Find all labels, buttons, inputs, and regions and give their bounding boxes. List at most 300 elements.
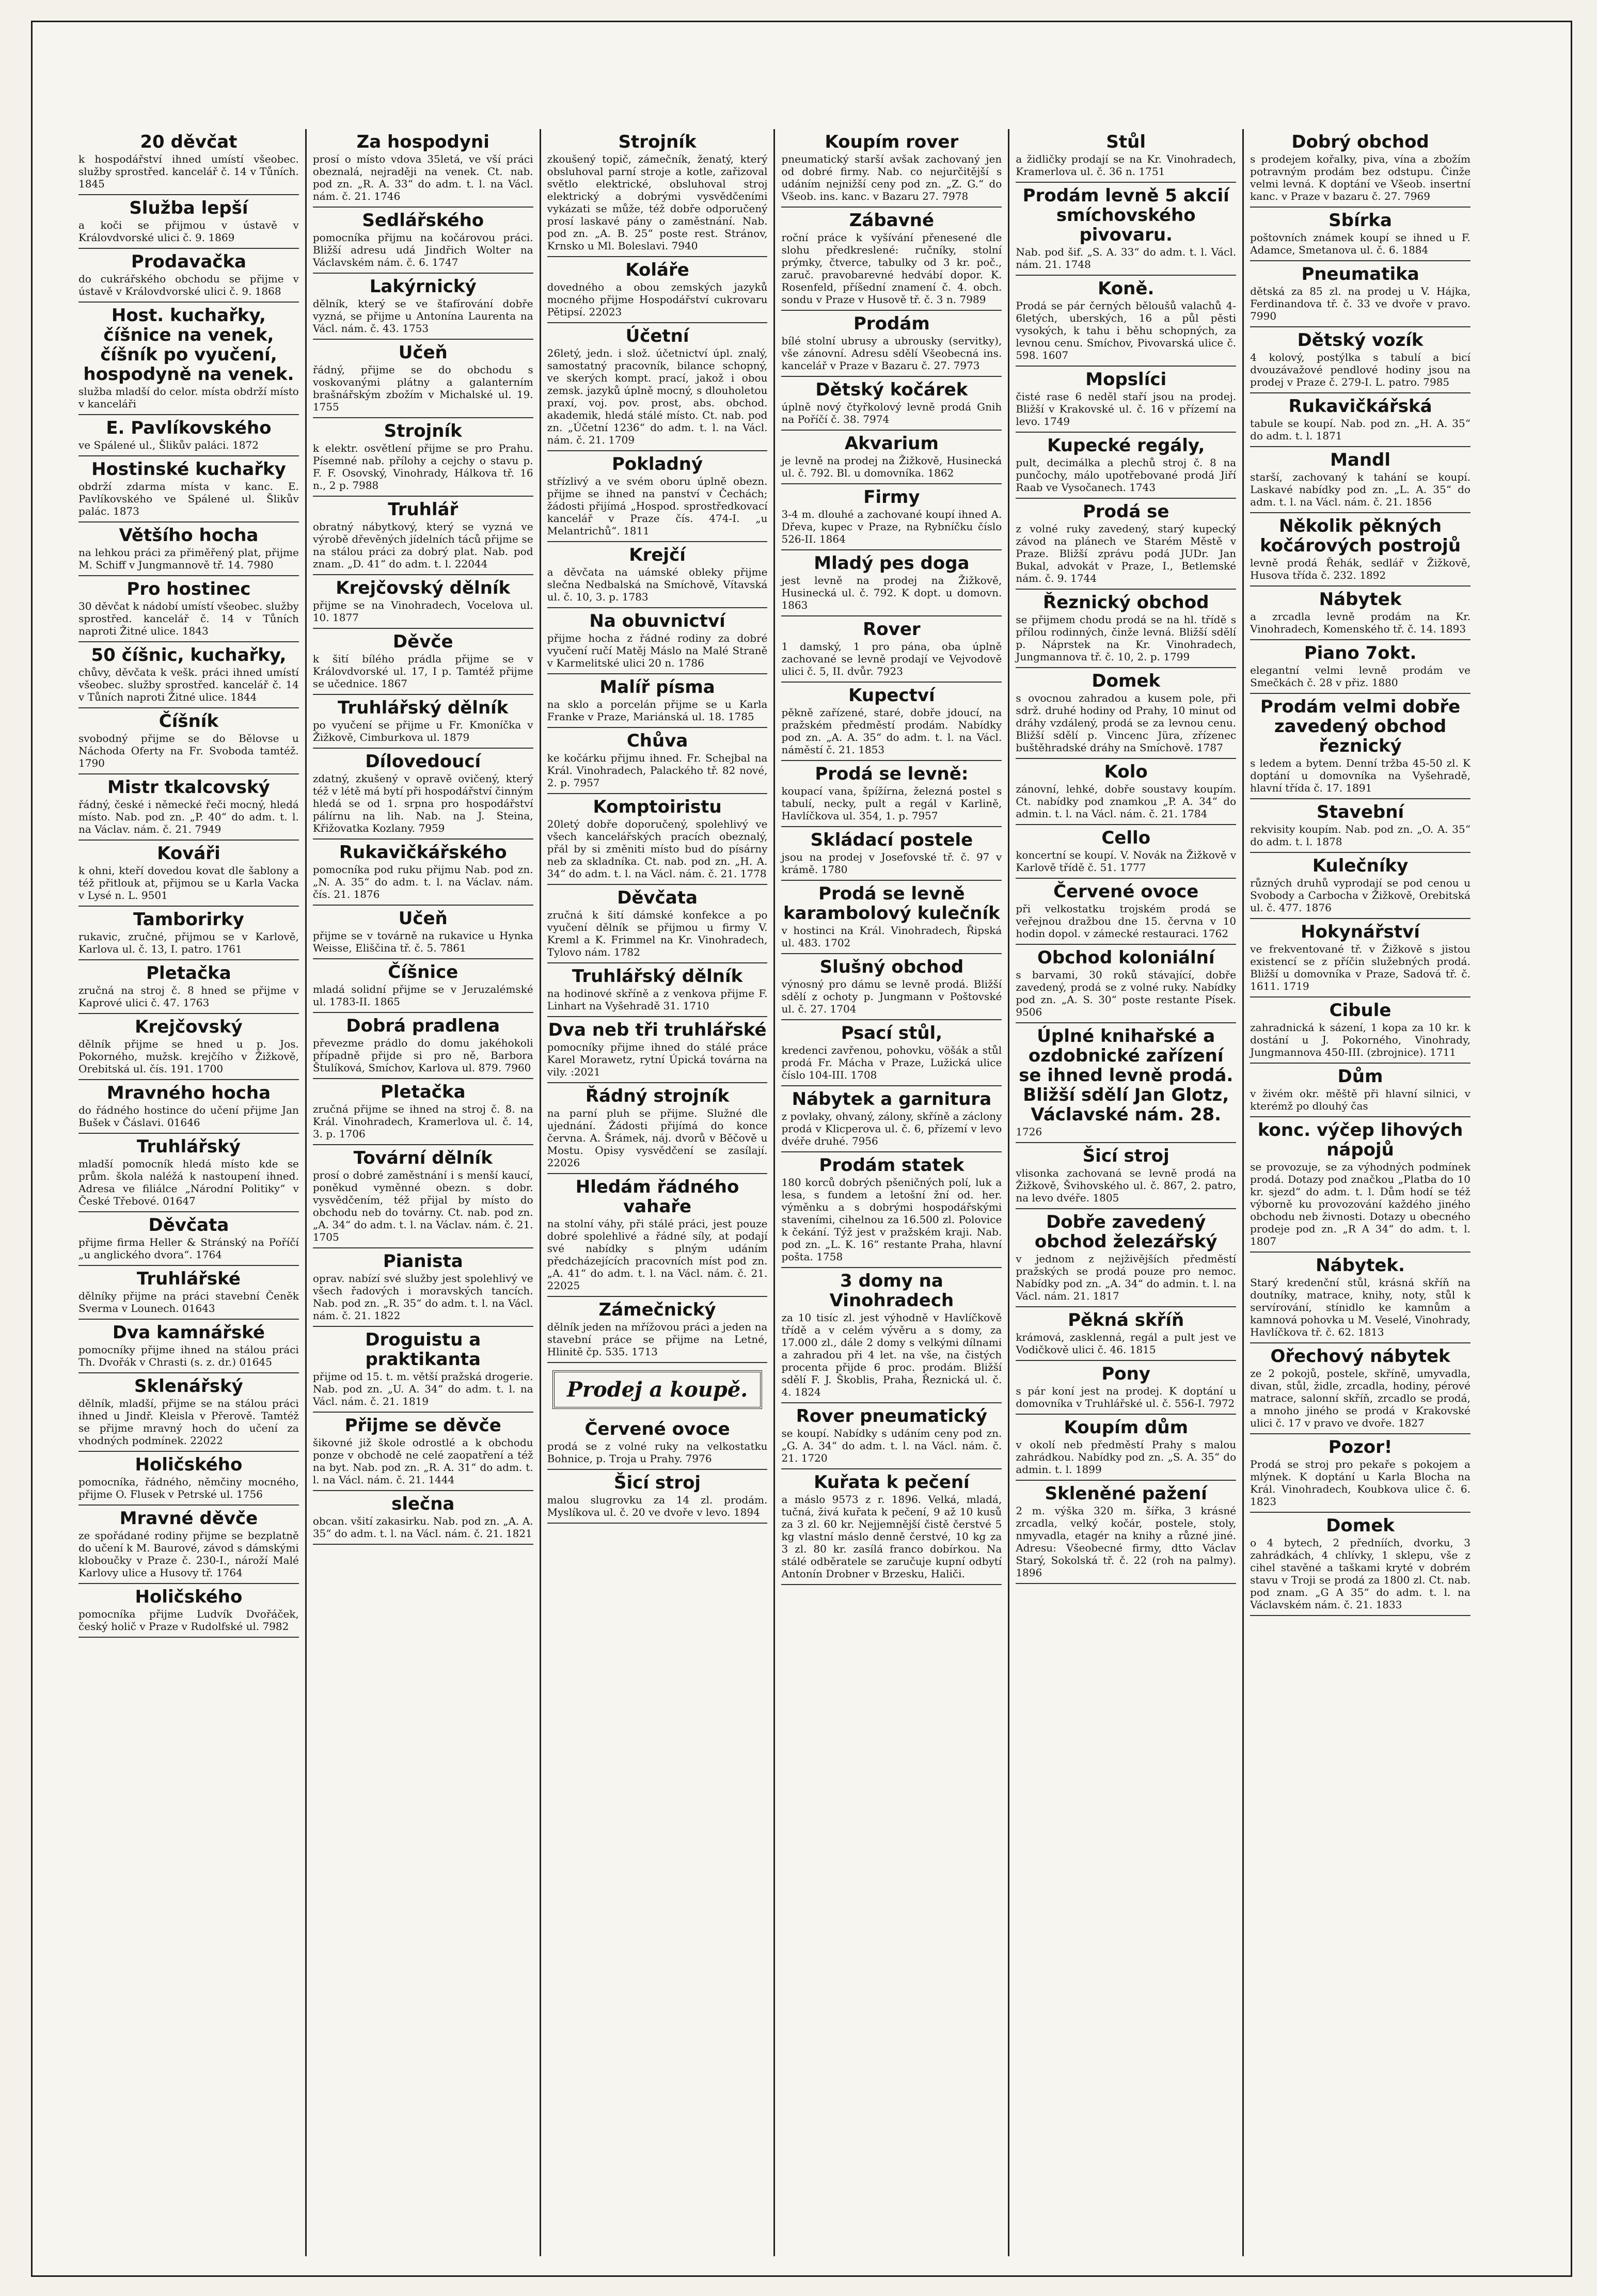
ad-body: mladá solidní přijme se v Jeruzalémské ul. 1783-II. 1865	[312, 983, 533, 1008]
classified-ad	[1016, 183, 1236, 276]
classified-ad	[78, 1373, 299, 1452]
classified-ad	[78, 907, 299, 960]
classified-ad	[547, 451, 768, 542]
ad-body: výnosný pro dámu se levně prodá. Bližší sdělí z ochoty p. Jungmann v Poštovské ul. č. 27. 1704	[781, 978, 1002, 1015]
classified-ad	[547, 608, 768, 674]
ad-body: 4 kolový, postýlka s tabulí a bicí dvouzávažové pendlové hodiny jsou na prodej v Praze č. 279-I. L. patro. 7985	[1250, 351, 1470, 388]
ad-body: dětská za 85 zl. na prodej u V. Hájka, Ferdinandova tř. č. 33 ve dvoře v pravo. 7990	[1250, 285, 1470, 322]
ad-title: Prodá se levně:	[815, 764, 969, 784]
ad-title: Piano 7okt.	[1304, 643, 1417, 663]
classified-ad	[313, 575, 533, 629]
ad-title: Truhlářský	[136, 1136, 241, 1157]
ad-body: šikovné již škole odrostlé a k obchodu ponze v obchodě ne celé zaopatření a též na byt. Nab. pod zn. „R. A. 31“ do adm. t. l. na Václ. nám. č. 21. 1444	[312, 1436, 533, 1486]
ad-body: pomocníky přijme ihned do stálé práce Karel Morawetz, rytní Úpická továrna na vily. :2021	[547, 1041, 768, 1078]
ad-title: Červené ovoce	[1053, 881, 1199, 902]
classified-ad	[313, 1145, 533, 1248]
ad-body: zručná k šití dámské konfekce a po vyučení dělník se přijmou u firmy V. Kreml a K. Frimmel na Kr. Vinohradech, Tylovo nám. 1782	[547, 909, 768, 958]
ad-title: Strojník	[618, 132, 697, 152]
ad-title: Pro hostinec	[127, 579, 251, 599]
ad-body: služba mladší do celor. místa obdrží místo v kanceláři	[78, 385, 299, 410]
column-1	[72, 129, 305, 2256]
ad-body: dělník, který se ve štafírování dobře vyzná, se přijme u Antonína Laurenta na Václ. nám. č. 43. 1753	[312, 297, 533, 335]
ad-body: s barvami, 30 roků stávající, dobře zavedený, prodá se z volné ruky. Nabídky pod zn. „A. S. 30“ poste restante Písek. 9506	[1016, 969, 1237, 1018]
ad-body: k hospodářství ihned umístí všeobec. služby sprostřed. kancelář č. 14 v Tůních. 1845	[78, 153, 299, 190]
ad-body: za 10 tisíc zl. jest výhodně v Havlíčkově třídě a v celém vývěru a s domy, za 17.000 zl., dále 2 domy s velkými dílnami a zahradou při 4 let. na vše, na čistých procenta přijde 6 proc. prodám. Bližší sdělí F. J. Škoblis, Praha, Řeznická ul. č. 4. 1824	[781, 1311, 1002, 1398]
ad-body: zánovní, lehké, dobře soustavy koupím. Ct. nabídky pod znamkou „P. A. 34“ do admin. t. l. na Václ. nám. č. 21. 1784	[1016, 783, 1237, 820]
classified-ad	[313, 1327, 533, 1413]
ad-title: Pneumatika	[1301, 264, 1419, 284]
classified-ad	[781, 377, 1002, 431]
ad-title: Děvčata	[617, 888, 698, 908]
ad-body: v hostinci na Král. Vinohradech, Řipská ul. 483. 1702	[781, 924, 1002, 949]
ad-title: slečna	[391, 1494, 455, 1514]
classified-ad	[1016, 1307, 1236, 1361]
classified-ad	[1250, 640, 1470, 694]
column-6	[1242, 129, 1477, 2256]
ad-body: 1726	[1016, 1126, 1042, 1138]
ad-title: Firmy	[863, 487, 920, 508]
classified-ad	[781, 1268, 1002, 1403]
classified-ad	[1016, 129, 1236, 183]
classified-ad	[1250, 1253, 1470, 1343]
ad-body: Nab. pod šif. „S. A. 33“ do adm. t. l. Václ. nám. 21. 1748	[1016, 246, 1237, 271]
classified-ad	[313, 418, 533, 497]
ad-title: Účetní	[625, 326, 689, 346]
classified-ad	[313, 340, 533, 418]
ad-body: zkoušený topič, zámečník, ženatý, který obsluhoval parní stroje a kotle, zařizoval světlo elektrické, obsluhoval stroj elektrický a dobrými vysvědčeními vykázati se může, též dobře odporučený prosí laskavé pány o zaměstnání. Nab. pod zn. „A. B. 25“ poste rest. Stránov, Krnsko u Ml. Boleslavi. 7940	[547, 153, 768, 252]
ad-body: se přijmem chodu prodá se na hl. třídě s přílou rodinných, činže levná. Bližší sdělí p. Náprstek na Kr. Vinohradech, Jungmannova tř. č. 10, 2. p. 1799	[1016, 613, 1237, 663]
ad-body: levně prodá Řehák, sedlář v Žižkově, Husova třída č. 232. 1892	[1250, 557, 1470, 581]
ad-body: obcan. všití zakasirku. Nab. pod zn. „A. A. 35“ do adm. t. l. na Václ. nám. č. 21. 1821	[312, 1515, 533, 1540]
classified-ad	[1250, 261, 1470, 327]
ad-title: Děvčata	[148, 1215, 229, 1236]
ad-title: Za hospodyni	[356, 132, 489, 152]
ad-body: a zrcadla levně prodám na Kr. Vinohradech, Komenského tř. č. 14. 1893	[1250, 610, 1470, 635]
ad-title: Služba lepší	[129, 198, 248, 218]
ad-title: Ořechový nábytek	[1270, 1346, 1450, 1367]
ad-title: Skládací postele	[810, 830, 973, 850]
ad-body: na stolní váhy, při stálé práci, jest pouze dobré spolehlivé a řádné síly, at podají své nabídky s plným udáním předcházejících pracovních míst pod zn. „A. 41“ do adm. t. l. na Václ. nám. č. 21. 22025	[547, 1217, 768, 1292]
ad-title: E. Pavlíkovského	[106, 418, 272, 438]
ad-title: Tamborirky	[133, 909, 244, 930]
ad-body: dělník přijme se hned u p. Jos. Pokorného, mužsk. krejčího v Žižkově, Orebitská ul. čís. 191. 1700	[78, 1038, 299, 1075]
ad-title: Rukavičkářského	[339, 842, 507, 863]
classified-ad	[1250, 799, 1470, 853]
ad-title: Cibule	[1329, 1000, 1392, 1021]
ad-body: svobodný přijme se do Bělovse u Náchoda Oferty na Fr. Svoboda tamtéž. 1790	[78, 732, 299, 769]
ad-title: Rover	[863, 619, 921, 640]
classified-ad	[1016, 1023, 1236, 1143]
ad-body: 2 m. výška 320 m. šířka, 3 krásné zrcadla, velký kočár, postele, stoly, nmyvadla, etagér na knihy a různé jiné. Adresu: Všeobecné firmy, dtto Václav Starý, Sokolská tř. č. 22 (roh na palmy). 1896	[1016, 1505, 1237, 1579]
ad-body: k šití bílého prádla přijme se v Královdvorské ul. 17, I p. Tamtéž přijme se učednice. 1867	[312, 653, 533, 690]
ad-title: Domek	[1326, 1515, 1395, 1536]
ad-body: 30 děvčat k nádobí umístí všeobec. služby sprostřed. kancelář č. 14 v Tůních naproti Žitné ulice. 1843	[78, 600, 299, 637]
ad-title: Cello	[1101, 828, 1151, 848]
ad-title: Učeň	[398, 908, 448, 929]
ad-body: 26letý, jedn. i slož. účetnictví úpl. znalý, samostatný pracovník, bilance schopný, ve skerých kompt. prací, jakož i obou zemsk. jazyků úplně mocný, s dlouholetou praxí, voj. pov. prost, abs. obchod. akademik, hledá stálé místo. Ct. nab. pod zn. „Účetní 1236“ do adm. t. l. na Václ. nám. č. 21. 1709	[547, 347, 768, 446]
ad-title: Kováři	[157, 843, 220, 864]
ad-body: ke kočárku přijmu ihned. Fr. Schejbal na Král. Vinohradech, Palackého tř. 82 nové, 2. p. 7957	[547, 752, 768, 789]
ad-body: je levně na prodej na Žižkově, Husinecká ul. č. 792. Bl. u domovníka. 1862	[781, 454, 1002, 479]
classified-ad	[313, 129, 533, 208]
classified-ad	[1250, 513, 1470, 587]
classified-ad	[1250, 587, 1470, 640]
classified-ad	[1016, 879, 1236, 945]
ad-body: malou slugrovku za 14 zl. prodám. Myslíkova ul. č. 20 ve dvoře v levo. 1894	[547, 1494, 768, 1518]
classified-ad	[781, 1086, 1002, 1152]
ad-body: do řádného hostince do učení přijme Jan Bušek v Čáslavi. 01646	[78, 1104, 299, 1129]
ad-title: Většího hocha	[119, 525, 259, 546]
ad-title: Holičského	[135, 1454, 243, 1475]
classified-ad	[1250, 853, 1470, 919]
classified-ad	[1016, 759, 1236, 825]
ad-title: Host. kuchařky, číšnice na venek, číšník po vyučení, hospodyně na venek.	[83, 305, 294, 385]
ad-body: prodá se z volné ruky na velkostatku Bohnice, p. Troja u Prahy. 7976	[547, 1440, 768, 1465]
classified-ad	[78, 841, 299, 907]
ad-body: s prodejem kořalky, piva, vína a zbožím potravným prodám bez odstupu. Činže velmi levná. K doptání ve Všeob. insertní kanc. v Praze v bazaru č. 27. 7969	[1250, 153, 1470, 202]
classified-ad	[78, 1266, 299, 1320]
column-3	[540, 129, 774, 2256]
ad-title: Pěkná skříň	[1068, 1310, 1184, 1331]
ad-title: Malíř písma	[599, 677, 715, 698]
classified-ad	[78, 774, 299, 841]
ad-body: v okolí neb předměstí Prahy s malou zahrádkou. Nabídky pod zn. „S. A. 35“ do admin. t. l. 1899	[1016, 1438, 1237, 1476]
ad-body: kredenci zavřenou, pohovku, vöšák a stůl prodá Fr. Mácha v Praze, Lužická ulice číslo 104-III. 1708	[781, 1044, 1002, 1081]
ad-title: Hledám řádného vahaře	[575, 1177, 739, 1217]
ad-body: jsou na prodej v Josefovské tř. č. 97 v krámě. 1780	[781, 851, 1002, 876]
ad-body: pěkně zařízené, staré, dobře jdoucí, na pražském předměstí prodám. Nabídky pod zn. „A. A. 35“ do adm. t. l. na Václ. náměstí č. 21. 1853	[781, 706, 1002, 756]
classified-ad	[78, 1584, 299, 1638]
classified-ad	[781, 616, 1002, 683]
ad-body: a židličky prodají se na Kr. Vinohradech, Kramerlova ul. č. 36 n. 1751	[1016, 153, 1237, 178]
ad-body: dělník jeden na mřížovou práci a jeden na stavební práce se přijme na Letné, Hlinitě čp. 535. 1713	[547, 1321, 768, 1358]
ad-body: do cukrářského obchodu se přijme v ústavě v Královdvorské ulici č. 9. 1868	[78, 273, 299, 297]
ad-body: roční práce k vyšívání přenesené dle slohu předkreslené: ručníky, stolní prýmky, čtverce, tabulky od 3 kr. poč., zaruč. pravobarevné hedvábí dopor. K. Rosenfeld, příšední znamení č. 4. obch. sondu v Praze v Husově tř. č. 3 n. 7989	[781, 231, 1002, 306]
classified-ad	[313, 1079, 533, 1145]
ad-body: úplně nový čtyřkolový levně prodá Gnih na Poříčí č. 38. 7974	[781, 401, 1002, 425]
ad-body: se provozuje, se za výhodných podmínek prodá. Dotazy pod značkou „Platba do 10 kr. sjezd“ do adm. t. l. Dům hodí se též výborně ku provozování každého jiného obchodu neb živnosti. Dotazy u obecného prodeje pod zn. „R A 34“ do adm. t. l. 1807	[1250, 1161, 1470, 1247]
ad-body: pomocníka přijmu na kočárovou práci. Bližší adresu udá Jindřich Wolter na Václavském nám. č. 6. 1747	[312, 231, 533, 268]
classified-columns	[72, 129, 1477, 2256]
ad-title: Prodám	[853, 313, 930, 334]
classified-ad	[1250, 208, 1470, 261]
classified-ad	[1250, 1117, 1470, 1253]
classified-ad	[547, 794, 768, 885]
classified-ad	[313, 629, 533, 695]
classified-ad	[313, 208, 533, 274]
ad-body: se koupí. Nabídky s udáním ceny pod zn. „G. A. 34“ do adm. t. l. na Václ. nám. č. 21. 1720	[781, 1427, 1002, 1464]
ad-body: Prodá se pár černých běloušů valachů 4-6letých, uberských, 16 a půl pěsti vysokých, k tahu i běhu schopných, za levnou cenu. Smíchov, Pivovarská ulice č. 598. 1607	[1016, 299, 1237, 361]
ad-title: Truhlářský dělník	[572, 966, 743, 987]
column-4	[773, 129, 1008, 2256]
classified-ad	[78, 1452, 299, 1506]
classified-ad	[547, 1174, 768, 1297]
ad-body: dělník, mladší, přijme se na stálou práci ihned u Jindř. Kleisla v Přerově. Tamtéž se přijme mravný hoch do učení za vhodných podmínek. 22022	[78, 1397, 299, 1447]
ad-title: Mopslíci	[1085, 369, 1167, 390]
classified-ad	[78, 1014, 299, 1080]
classified-ad	[1016, 1415, 1236, 1481]
classified-ad	[1016, 433, 1236, 499]
ad-body: obdrží zdarma místa v kanc. E. Pavlíkovského ve Spálené ul. Šlikův palác. 1873	[78, 480, 299, 517]
ad-title: Pianista	[383, 1251, 463, 1272]
ad-body: při velkostatku trojském prodá se veřejnou dražbou dne 15. června v 10 hodin dopol. v zámecké restauraci. 1762	[1016, 902, 1237, 940]
ad-title: Prodám statek	[819, 1155, 964, 1176]
ad-title: Prodá se levně karambolový kulečník	[783, 883, 1000, 924]
ad-body: ze spořádané rodiny přijme se bezplatně do učení k M. Baurové, závod s dámskými kloboučky v Praze č. 230-I., nároží Malé Karlovy ulice a Husovy tř. 1764	[78, 1529, 299, 1579]
ad-title: Dětský kočárek	[815, 379, 968, 400]
ad-body: tabule se koupí. Nab. pod zn. „H. A. 35“ do adm. t. l. 1871	[1250, 417, 1470, 442]
classified-ad	[1250, 919, 1470, 997]
ad-title: 20 děvčat	[140, 132, 238, 152]
classified-ad	[1016, 1209, 1236, 1307]
classified-ad	[781, 311, 1002, 377]
ad-title: Nábytek a garnitura	[792, 1089, 992, 1110]
ad-title: Slušný obchod	[819, 957, 964, 977]
classified-ad	[1250, 393, 1470, 447]
ad-title: Skleněné pažení	[1045, 1483, 1207, 1504]
classified-ad	[781, 208, 1002, 311]
classified-ad	[1016, 825, 1236, 879]
ad-title: Na obuvnictví	[589, 611, 725, 631]
classified-ad	[547, 885, 768, 963]
classified-ad	[78, 415, 299, 456]
ad-title: Stůl	[1106, 132, 1146, 152]
classified-ad	[547, 542, 768, 608]
ad-title: Sklenářský	[134, 1376, 243, 1397]
classified-ad	[313, 749, 533, 840]
ad-title: Prodám levně 5 akcií smíchovského pivovaru.	[1022, 185, 1229, 245]
ad-title: Prodám velmi dobře zavedený obchod řeznický	[1260, 696, 1461, 756]
classified-ad	[781, 761, 1002, 827]
ad-title: Učeň	[398, 342, 448, 363]
column-2	[305, 129, 540, 2256]
classified-ad	[547, 1416, 768, 1470]
ad-body: elegantní velmi levně prodám ve Smečkách č. 28 v přiz. 1880	[1250, 664, 1470, 689]
ad-title: 3 domy na Vinohradech	[829, 1271, 954, 1311]
ad-title: Obchod koloniální	[1037, 947, 1215, 968]
ad-title: Kolo	[1104, 762, 1148, 782]
classified-ad	[781, 881, 1002, 954]
classified-ad	[78, 708, 299, 774]
ad-title: Hostinské kuchařky	[91, 459, 286, 480]
ad-title: Dva neb tři truhlářské	[548, 1020, 767, 1040]
classified-ad	[313, 959, 533, 1013]
classified-ad	[547, 1017, 768, 1083]
ad-body: Prodá se stroj pro pekaře s pokojem a mlýnek. K doptání u Karla Blocha na Král. Vinohradech, Koubkova ulice č. 6. 1823	[1250, 1458, 1470, 1508]
ad-body: přijme se na Vinohradech, Vocelova ul. 10. 1877	[312, 599, 533, 624]
ad-body: s ledem a bytem. Denní tržba 45-50 zl. K doptání u domovníka na Vyšehradě, hlavní třída č. 17. 1891	[1250, 757, 1470, 794]
ad-body: bílé stolní ubrusy a ubrousky (servitky), vše zánovní. Adresu sdělí Všeobecná ins. kancelář v Praze v Bazaru č. 27. 7973	[781, 335, 1002, 372]
classified-ad	[1016, 367, 1236, 433]
ad-body: na parní pluh se přijme. Služné dle ujednání. Žádosti přijímá do konce června. A. Šrámek, náj. dvorů v Běčově u Mostu. Opisy vysvědčení se zasílají. 22026	[547, 1107, 768, 1169]
classified-ad	[547, 963, 768, 1017]
ad-title: Truhlářský dělník	[338, 698, 509, 718]
classified-ad	[1016, 1361, 1236, 1415]
ad-body: zručná na stroj č. 8 hned se přijme v Kaprové ulici č. 47. 1763	[78, 984, 299, 1009]
ad-title: Šicí stroj	[1082, 1146, 1169, 1166]
ad-body: rekvisity koupím. Nab. pod zn. „O. A. 35“ do adm. t. l. 1878	[1250, 823, 1470, 848]
ad-title: Řádný strojník	[585, 1086, 730, 1106]
ad-title: Prodá se	[1082, 501, 1169, 522]
classified-ad	[78, 1080, 299, 1134]
ad-title: Droguistu a praktikanta	[365, 1329, 481, 1370]
ad-title: Dětský vozík	[1297, 330, 1424, 351]
ad-body: o 4 bytech, 2 předníích, dvorku, 3 zahrádkách, 4 chlívky, 1 sklepu, vše z cihel stavěné a taškami kryté v dobrém stavu v Troji se prodá za 1800 zl. Ct. nab. pod znam. „G A 35“ do adm. t. l. na Václavském nám. č. 21. 1833	[1250, 1537, 1470, 1611]
ad-title: Několik pěkných kočárových postrojů	[1260, 516, 1461, 556]
ad-title: Nábytek	[1319, 589, 1402, 610]
ad-body: 180 korců dobrých pšeničných polí, luk a lesa, s fundem a letošní žní od. her. výměnku a s dobrými hospodářskými staveními, cihelnou za 16.500 zl. Polovice k čekání. Týž jest v pražském kraji. Nab. pod zn. „L. K. 16“ restante Praha, hlavní pošta. 1758	[781, 1176, 1002, 1263]
ad-body: s pár koní jest na prodej. K doptání u domovníka v Truhlářské ul. č. 556-I. 7972	[1016, 1385, 1237, 1410]
ad-title: Strojník	[384, 421, 462, 441]
ad-title: Koláře	[625, 260, 689, 280]
classified-ad	[781, 683, 1002, 761]
ad-title: Psací stůl,	[841, 1023, 943, 1043]
classified-ad	[781, 1403, 1002, 1469]
classified-ad	[547, 674, 768, 728]
classified-ad	[781, 484, 1002, 550]
ad-body: k ohni, kteří dovedou kovat dle šablony a též přitlouk at, přijmou se u Karla Vacka v Lysé n. L. 9501	[78, 864, 299, 901]
ad-body: řádný, české i německé řeči mocný, hledá místo. Nab. pod zn. „P. 40“ do adm. t. l. na Václav. nám. č. 21. 7949	[78, 798, 299, 835]
classified-ad	[1016, 1143, 1236, 1209]
classified-ad	[781, 827, 1002, 881]
ad-title: Dva kamnářské	[112, 1322, 265, 1343]
ad-body: poštovních známek koupí se ihned u F. Adamce, Smetanova ul. č. 6. 1884	[1250, 231, 1470, 256]
ad-body: krámová, zasklenná, regál a pult jest ve Vodičkově ulici č. 46. 1815	[1016, 1331, 1237, 1356]
ad-title: Řeznický obchod	[1043, 592, 1209, 613]
ad-title: Pozor!	[1328, 1437, 1393, 1458]
ad-title: Číšnice	[388, 962, 458, 983]
classified-ad	[78, 1212, 299, 1266]
ad-title: Dílovedoucí	[365, 751, 481, 772]
classified-ad	[547, 1083, 768, 1174]
ad-title: Koupím rover	[825, 132, 959, 152]
ad-title: Mladý pes doga	[814, 553, 970, 574]
ad-title: Pokladný	[611, 454, 703, 474]
ad-title: Sbírka	[1329, 210, 1392, 231]
classified-ad	[1250, 1064, 1470, 1117]
ad-title: Truhlář	[388, 499, 458, 520]
ad-title: Číšník	[159, 711, 219, 732]
classified-ad	[78, 249, 299, 303]
ad-body: k elektr. osvětlení přijme se pro Prahu. Písemné nab. přílohy a cejchy o stavu p. F. F. Osovský, Vinohrady, Hálkova tř. 16 n., 2 p. 7988	[312, 442, 533, 492]
ad-body: a máslo 9573 z r. 1896. Velká, mladá, tučná, živá kuřata k pečení, 9 až 10 kusů za 3 zl. 60 kr. Nejjemnější čistě čerstvé 5 kg vlastní máslo denně čerstvé, 10 kg za 3 zl. 80 kr. zasílá franco dobírkou. Na stálé odběratele se zaručuje kupní odbytí Antonín Drobner v Brzesku, Haliči.	[781, 1493, 1002, 1580]
ad-body: na sklo a porcelán přijme se u Karla Franke v Praze, Mariánská ul. 18. 1785	[547, 698, 768, 723]
classified-ad	[1016, 668, 1236, 759]
ad-body: prosí o místo vdova 35letá, ve vší práci obeznalá, nejraději na venek. Ct. nab. pod zn. „R. A. 33“ do adm. t. l. na Václ. nám. č. 21. 1746	[312, 153, 533, 202]
ad-title: Krejčí	[629, 545, 686, 565]
ad-title: konc. výčep lihových nápojů	[1257, 1120, 1463, 1160]
ad-body: koupací vana, špížírna, železná postel s tabulí, necky, pult a regál v Karlině, Havlíčkova ul. 354, 1. p. 7957	[781, 785, 1002, 822]
ad-body: s ovocnou zahradou a kusem pole, při sdrž. druhé hodiny od Prahy, 10 minut od dráhy vzdálený, prodá se za levnou cenu. Bližší sdělí p. Vincenc Jüra, zřízenec buštěhradské dráhy na Smíchově. 1787	[1016, 692, 1237, 754]
ad-title: Přijme se děvče	[344, 1415, 501, 1436]
ad-body: pomocníka, řádného, němčiny mocného, přijme O. Flusek v Petrské ul. 1756	[78, 1476, 299, 1500]
classified-ad	[1016, 590, 1236, 668]
ad-title: Hokynářství	[1301, 922, 1420, 942]
classified-ad	[78, 1134, 299, 1212]
ad-body: střízlivý a ve svém oboru úplně obezn. přijme se ihned na panství v Čechách; žádosti přijímá „Hospod. sprostředkovací kancelář v Praze čís. 474-I. „u Melantrichů“. 1811	[547, 475, 768, 537]
ad-body: chůvy, děvčata k vešk. práci ihned umístí všeobec. služby sprostřed. kancelář č. 14 v Tůních naproti Žitné ulice. 1844	[78, 666, 299, 703]
ad-title: Mravného hocha	[106, 1083, 271, 1103]
ad-body: vlisonka zachovaná se levně prodá na Žižkově, Švihovského ul. č. 867, 2. patro, na levo dvéře. 1805	[1016, 1167, 1237, 1204]
ad-body: zdatný, zkušený v opravě ovičený, který též v létě má bytí při hospodářství činným hledá se od 1. srpna pro hospodářství pálírnu na lih. Nab. na J. Steina, Křižovatka Kozlany. 7959	[312, 772, 533, 834]
ad-title: Dobře zavedený obchod železářský	[1034, 1212, 1217, 1252]
ad-title: 50 číšnic, kuchařky,	[91, 645, 287, 666]
ad-title: Zámečnický	[598, 1300, 716, 1320]
ad-title: Domek	[1092, 671, 1161, 691]
ad-body: různých druhů vyprodají se pod cenou u Svobody a Carbocha v Žižkově, Orebitská ul. č. 477. 1876	[1250, 877, 1470, 914]
ad-title: Nábytek.	[1316, 1255, 1405, 1276]
classified-ad	[547, 1297, 768, 1363]
ad-title: Akvarium	[844, 433, 939, 454]
classified-ad	[313, 497, 533, 575]
classified-ad	[1016, 499, 1236, 590]
classified-ad	[1250, 997, 1470, 1064]
ad-body: přijme od 15. t. m. větší pražská drogerie. Nab. pod zn. „U. A. 34“ do adm. t. l. na Václ. nám. č. 21. 1819	[312, 1370, 533, 1407]
ad-title: Chůva	[626, 731, 688, 751]
ad-body: 20letý dobře doporučený, spolehlivý ve všech kancelářských pracích obeznalý, přál by si změniti místo bud do písárny neb za skladníka. Ct. nab. pod zn. „H. A. 34“ do adm. t. l. na Václ. nám. č. 21. 1778	[547, 818, 768, 880]
classified-ad	[1250, 129, 1470, 208]
ad-body: na lehkou práci za přiměřený plat, přijme M. Schiff v Jungmannově tř. 14. 7980	[78, 546, 299, 571]
ad-body: oprav. nabízí své služby jest spolehlivý ve všech řadových i moravských tancích. Nab. pod zn. „R. 35“ do adm. t. l. na Václ. nám. č. 21. 1822	[312, 1272, 533, 1322]
ad-title: Kulečníky	[1312, 856, 1409, 876]
ad-body: a koči se přijmou v ústavě v Královdvorské ulici č. 9. 1869	[78, 219, 299, 244]
ad-body: pomocníka pod ruku přijmu Nab. pod zn. „N. A. 35“ do adm. t. l. na Václav. nám. čís. 21. 1876	[312, 863, 533, 900]
ad-title: Koupím dům	[1064, 1417, 1188, 1438]
ad-body: řádný, přijme se do obchodu s voskovanými plátny a galanterním brašnářským zbožím v Michalské ul. 19. 1755	[312, 363, 533, 413]
ad-body: zahradnická k sázení, 1 kopa za 10 kr. k dostání u J. Pokorného, Vinohrady, Jungmannova 450-III. (zbrojnice). 1711	[1250, 1021, 1470, 1058]
classified-ad	[781, 954, 1002, 1020]
ad-title: Krejčovský dělník	[336, 578, 511, 598]
ad-title: Dobrý obchod	[1291, 132, 1429, 152]
ad-body: obratný nábytkový, který se vyzná ve výrobě dřevěných jídelních táců přijme se na stálou práci za dobrý plat. Nab. pod znam. „D. 41“ do adm. t. l. 22044	[312, 520, 533, 570]
ad-body: převezme prádlo do domu jakéhokoli případně přijde si pro ně, Barbora Štulíková, Smíchov, Karlova ul. 879. 7960	[312, 1037, 533, 1074]
ad-body: dělníky přijme na práci stavební Čeněk Sverma v Lounech. 01643	[78, 1290, 299, 1315]
ad-body: Starý kredenční stůl, krásná skříň na doutníky, matrace, knihy, noty, stůl k servírování, stínidlo ke kamnům a kamnová pohovka u M. Veselé, Vinohrady, Havlíčkova tř. č. 62. 1813	[1250, 1276, 1470, 1338]
classified-ad	[1250, 1434, 1470, 1513]
classified-ad	[78, 576, 299, 642]
ad-title: Dům	[1337, 1066, 1383, 1087]
ad-body: přijme se v továrně na rukavice u Hynka Weisse, Eliščina tř. č. 5. 7861	[312, 929, 533, 954]
ad-title: Kupecké regály,	[1047, 435, 1205, 456]
classified-ad	[781, 550, 1002, 616]
ad-title: Holičského	[135, 1587, 243, 1607]
ad-title: Komptoiristu	[593, 797, 722, 817]
classified-ad	[78, 1320, 299, 1373]
classified-ad	[781, 1469, 1002, 1585]
classified-ad	[1250, 1513, 1470, 1616]
ad-title: Mistr tkalcovský	[107, 777, 270, 798]
classified-ad	[1250, 1343, 1470, 1434]
classified-ad	[547, 323, 768, 451]
ad-body: na hodinové skříně a z venkova přijme F. Linhart na Vyšehradě 31. 1710	[547, 987, 768, 1012]
classified-ad	[781, 1020, 1002, 1086]
classified-ad	[547, 257, 768, 323]
ad-title: Zábavné	[849, 210, 935, 231]
ad-body: v jednom z nejživějších předměstí pražských se prodá pouze pro nemoc. Nabídky pod zn. „A. 34“ do admin. t. l. na Václ. nám. 21. 1817	[1016, 1253, 1237, 1302]
classified-ad	[547, 129, 768, 257]
ad-body: ve frekventované tř. v Žižkově s jistou existencí se z příčin služebných prodá. Bližší u domovníka v Praze, Sadová tř. č. 1611. 1719	[1250, 943, 1470, 992]
ad-body: a děvčata na uámské obleky přijme slečna Nedbalská na Smíchově, Vítavská ul. č. 10, 3. p. 1783	[547, 566, 768, 603]
ad-title: Sedlářského	[362, 210, 484, 231]
classified-ad	[1250, 694, 1470, 799]
classified-ad	[313, 274, 533, 340]
ad-body: rukavic, zručné, přijmou se v Karlově, Karlova ul. č. 13, I. patro. 1761	[78, 930, 299, 955]
ad-body: přijme firma Heller & Stránský na Poříčí „u anglického dvora“. 1764	[78, 1236, 299, 1261]
ad-title: Mandl	[1330, 450, 1391, 470]
ad-body: pneumatický starší avšak zachovaný jen od dobré firmy. Nab. co nejurčitější s udáním nejnižší ceny pod zn. „Z. G.“ do Všeob. ins. kanc. v Bazaru 27. 7978	[781, 153, 1002, 202]
classified-ad	[78, 195, 299, 249]
ad-title: Tovární dělník	[353, 1148, 493, 1168]
